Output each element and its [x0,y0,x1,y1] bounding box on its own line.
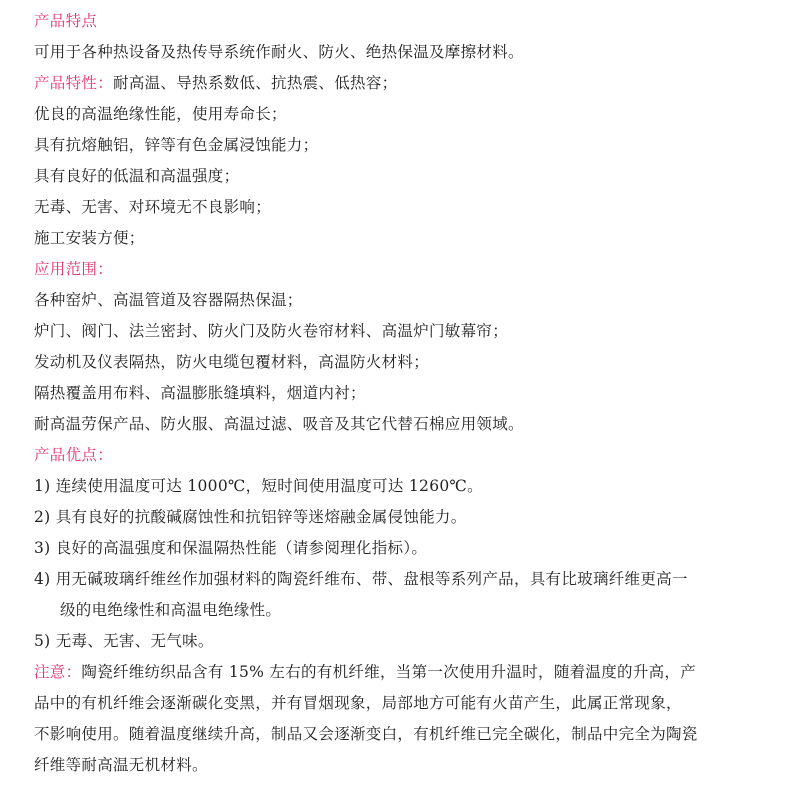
advantages-heading: 产品优点： [34,446,114,464]
note-label: 注意： [34,663,82,681]
advantages-item: 1) 连续使用温度可达 1000℃，短时间使用温度可达 1260℃。 [34,477,483,495]
document-page [34,6,794,781]
features-text: 可用于各种热设备及热传导系统作耐火、防火、绝热保温及摩擦材料。 [34,43,524,61]
note-line-4: 纤维等耐高温无机材料。 [34,756,208,774]
applications-item: 隔热覆盖用布料、高温膨胀缝填料，烟道内衬； [34,384,366,402]
properties-first-line [34,68,794,99]
properties-item: 具有抗熔触铝，锌等有色金属浸蚀能力； [34,136,319,154]
note-line-3: 不影响使用。随着温度继续升高，制品又会逐渐变白，有机纤维已完全碳化，制品中完全为陶瓷 [34,725,698,743]
note-text-1: 陶瓷纤维纺织品含有 15% 左右的有机纤维，当第一次使用升温时，随着温度的升高，产 [81,663,697,681]
note-line-2: 品中的有机纤维会逐渐碳化变黑，并有冒烟现象，局部地方可能有火苗产生，此属正常现象， [34,694,682,712]
advantages-item: 4) 用无碱玻璃纤维丝作加强材料的陶瓷纤维布、带、盘根等系列产品，具有比玻璃纤维更高一 [34,570,688,588]
advantages-item: 3) 良好的高温强度和保温隔热性能（请参阅理化指标）。 [34,539,428,557]
properties-item-first: 耐高温、导热系数低、抗热震、低热容； [113,74,398,92]
properties-item: 具有良好的低温和高温强度； [34,167,240,185]
applications-item: 炉门、阀门、法兰密封、防火门及防火卷帘材料、高温炉门敏幕帘； [34,322,509,340]
properties-item: 无毒、无害、对环境无不良影响； [34,198,272,216]
features-heading: 产品特点 [34,12,98,30]
properties-item: 优良的高温绝缘性能，使用寿命长； [34,105,287,123]
properties-item: 施工安装方便； [34,229,145,247]
applications-item: 发动机及仪表隔热，防火电缆包覆材料，高温防火材料； [34,353,430,371]
advantages-item-continuation: 级的电绝缘性和高温电绝缘性。 [60,601,282,619]
properties-heading: 产品特性： [34,74,114,92]
applications-item: 耐高温劳保产品、防火服、高温过滤、吸音及其它代替石棉应用领域。 [34,415,524,433]
advantages-item: 2) 具有良好的抗酸碱腐蚀性和抗铝锌等迷熔融金属侵蚀能力。 [34,508,467,526]
applications-item: 各种窑炉、高温管道及容器隔热保温； [34,291,303,309]
applications-heading: 应用范围： [34,260,114,278]
note-line-1 [34,657,794,688]
advantages-item: 5) 无毒、无害、无气味。 [34,632,214,650]
